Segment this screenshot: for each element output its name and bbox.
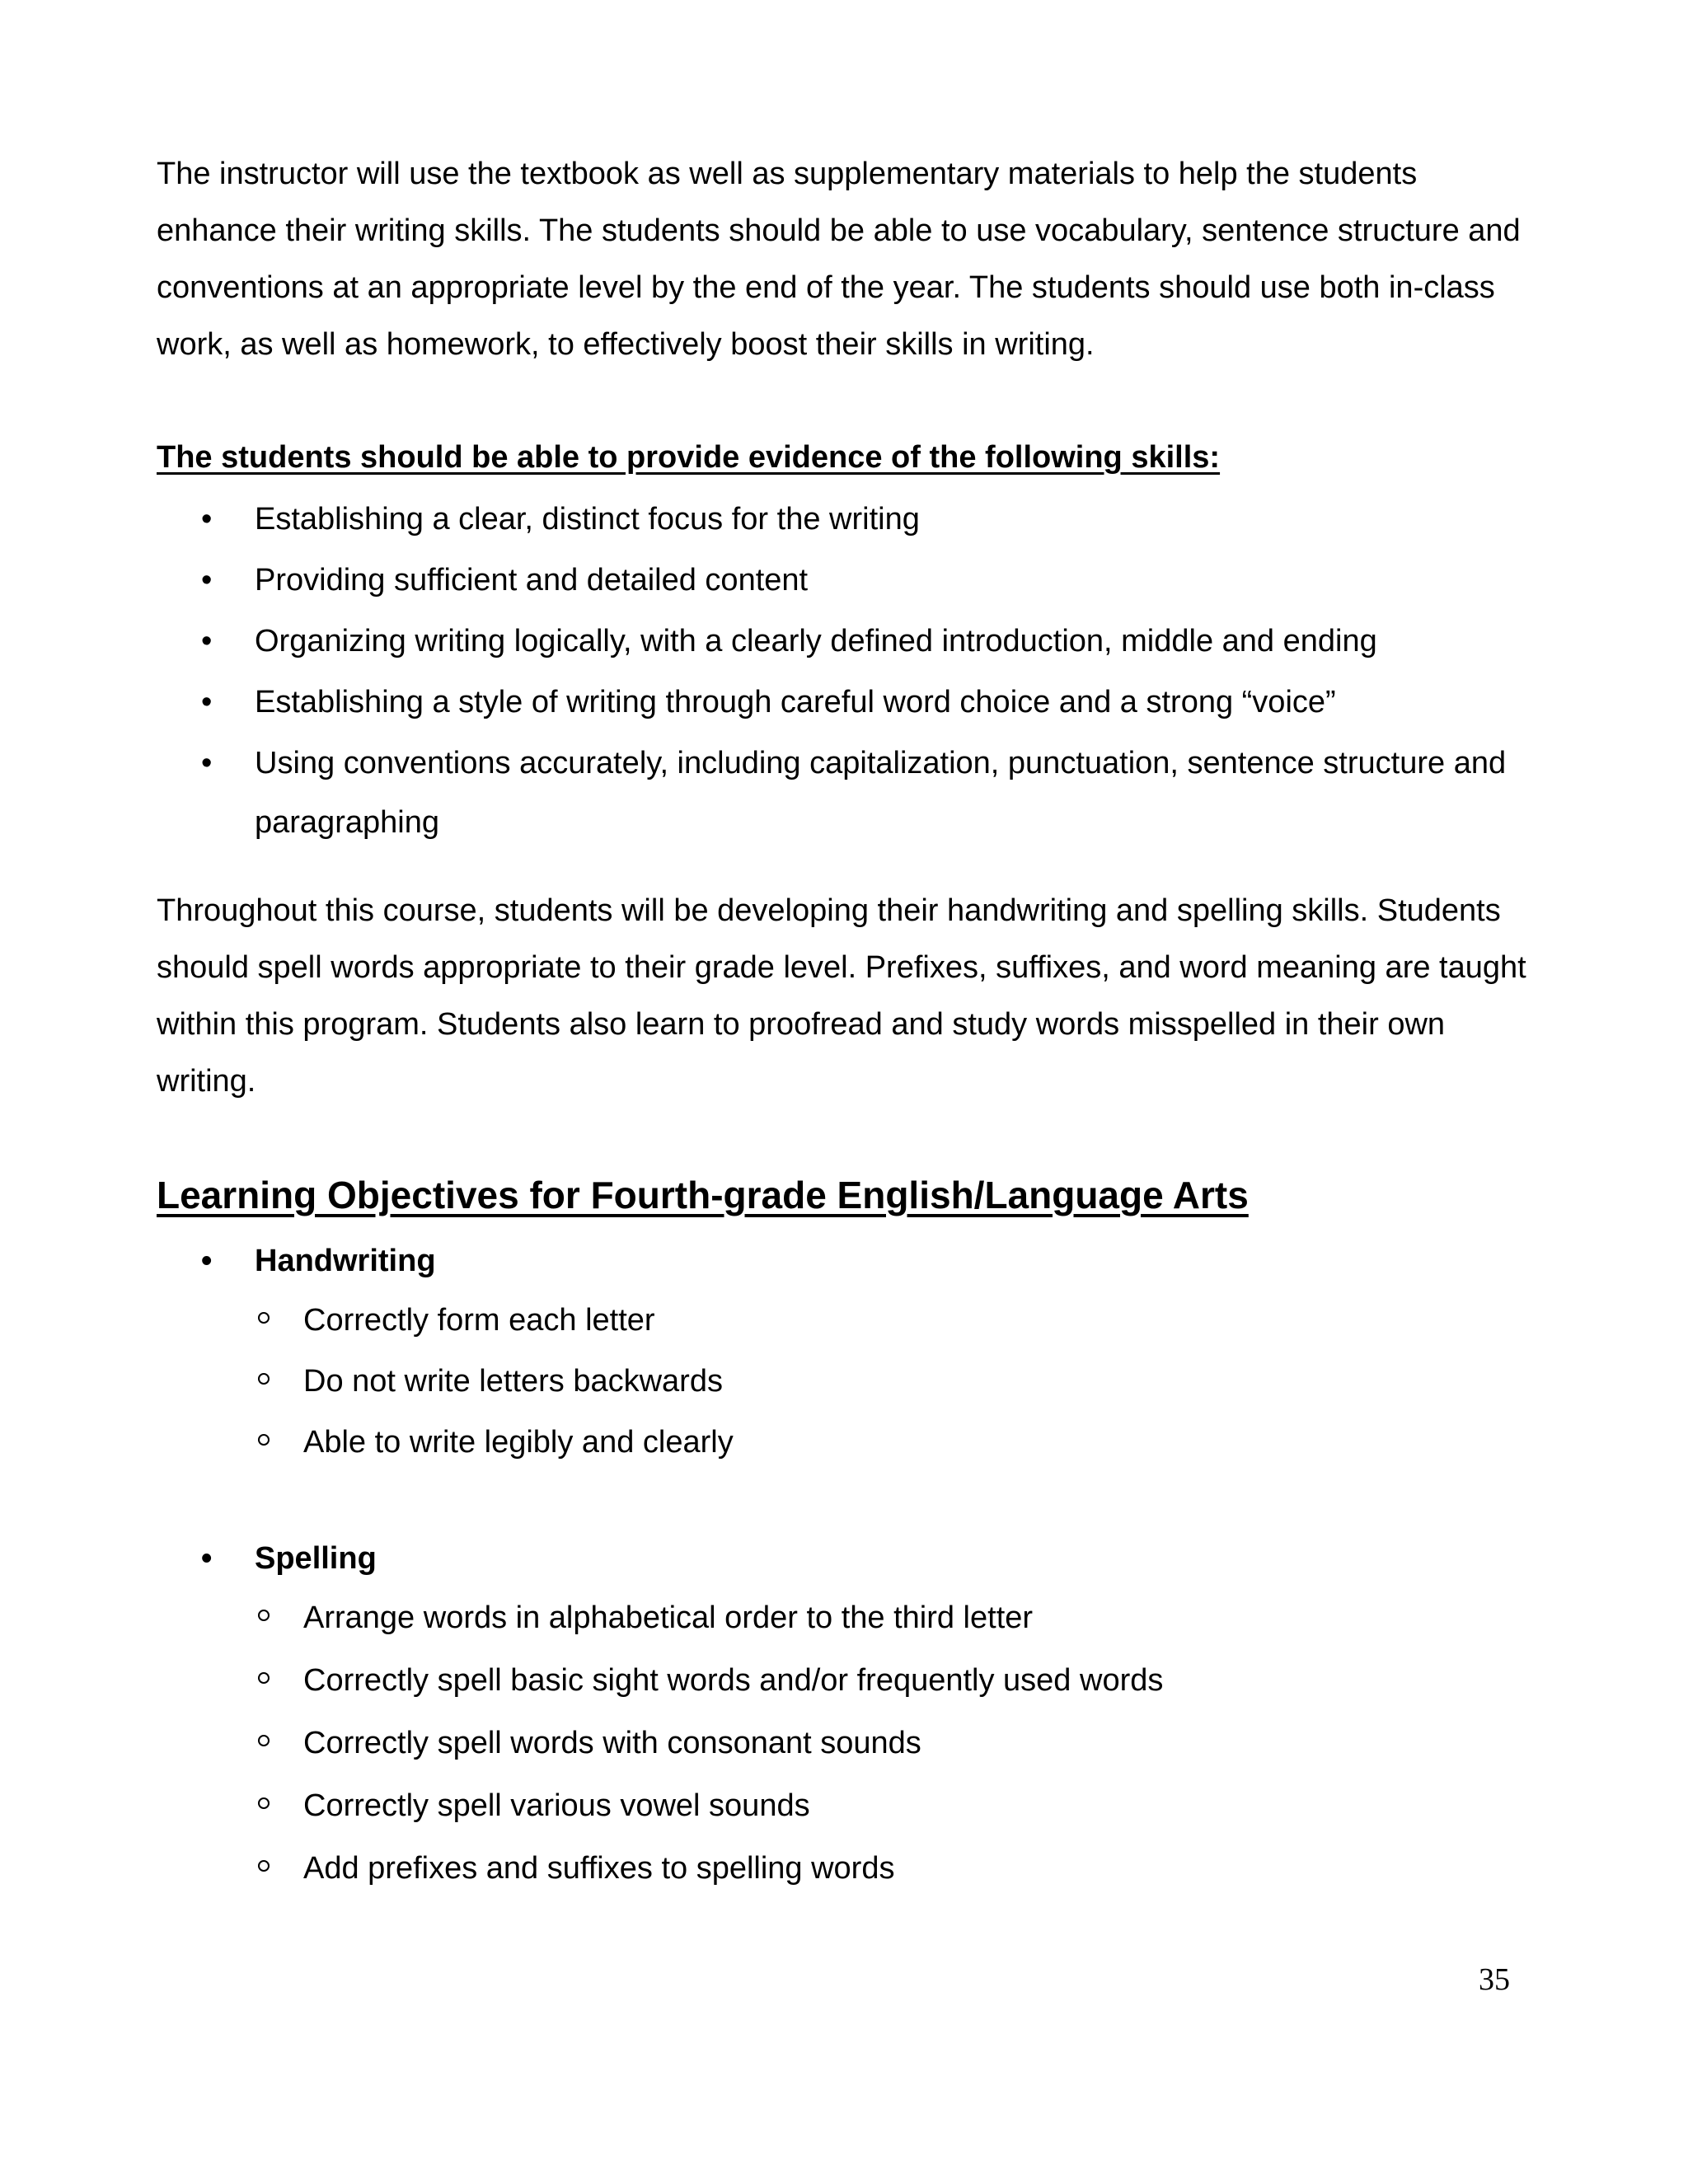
bullet-icon: • [201,624,213,658]
list-item [0,1413,734,1474]
circle-bullet-icon [258,1373,270,1385]
list-item [0,1713,1163,1776]
skill-text: Providing sufficient and detailed content [255,563,809,598]
bullet-icon: • [201,685,213,719]
circle-bullet-icon [258,1434,270,1446]
bullet-icon: • [201,563,213,598]
list-item [0,612,1540,673]
objective-group-spelling [0,1529,1163,1901]
bullet-icon: • [201,502,213,537]
list-item [0,1839,1163,1901]
objective-group-handwriting [0,1231,734,1474]
list-item [0,551,1540,612]
circle-bullet-icon [258,1312,270,1324]
list-item [0,1352,734,1413]
list-item [0,1291,734,1352]
group-title [0,1529,1163,1588]
list-item [0,1588,1163,1651]
objective-text: Correctly spell basic sight words and/or frequently used words [303,1663,1164,1698]
objective-text: Correctly form each letter [303,1303,655,1338]
objective-text: Arrange words in alphabetical order to the third letter [303,1601,1034,1635]
group-title [0,1231,734,1291]
list-item [0,490,1540,551]
skill-text: Using conventions accurately, including capitalization, punctuation, sentence structure and paragraphing [255,746,1507,840]
objective-text: Do not write letters backwards [303,1364,723,1399]
list-item [0,673,1540,733]
bullet-icon: • [201,1541,213,1576]
skills-list [0,490,1540,852]
skill-text: Organizing writing logically, with a clearly defined introduction, middle and ending [255,624,1377,658]
objective-text: Able to write legibly and clearly [303,1425,734,1460]
objectives-heading: Learning Objectives for Fourth-grade English/Language Arts [157,1174,1249,1216]
intro-paragraph: The instructor will use the textbook as well as supplementary materials to help the students enhance their writing skills. The students should be able to use vocabulary, sentence structure and conventions at an appropriate level by the end of the year. The students should use both in-class work, as well as homework, to effectively boost their skills in writing. [157,157,1521,362]
list-item [0,1776,1163,1839]
circle-bullet-icon [258,1735,270,1746]
list-item [0,733,1540,852]
objective-text: Add prefixes and suffixes to spelling words [303,1851,895,1886]
circle-bullet-icon [258,1672,270,1684]
group-title-text: Spelling [255,1541,377,1576]
objective-text: Correctly spell words with consonant sounds [303,1726,921,1760]
page-number: 35 [1479,1962,1510,1997]
spelling-paragraph: Throughout this course, students will be developing their handwriting and spelling skills. Students should spell words appropriate to their grade level. Prefixes, suffixes, and word meaning are taught within this program. Students also learn to proofread and study words misspelled in their own writing. [157,893,1526,1099]
skill-text: Establishing a clear, distinct focus for the writing [255,502,920,537]
objective-text: Correctly spell various vowel sounds [303,1788,810,1823]
list-item [0,1651,1163,1713]
circle-bullet-icon [258,1860,270,1872]
skills-heading: The students should be able to provide evidence of the following skills: [157,440,1221,475]
bullet-icon: • [201,746,213,780]
circle-bullet-icon [258,1610,270,1621]
bullet-icon: • [201,1244,213,1278]
circle-bullet-icon [258,1797,270,1809]
group-title-text: Handwriting [255,1244,436,1278]
skill-text: Establishing a style of writing through careful word choice and a strong “voice” [255,685,1336,719]
